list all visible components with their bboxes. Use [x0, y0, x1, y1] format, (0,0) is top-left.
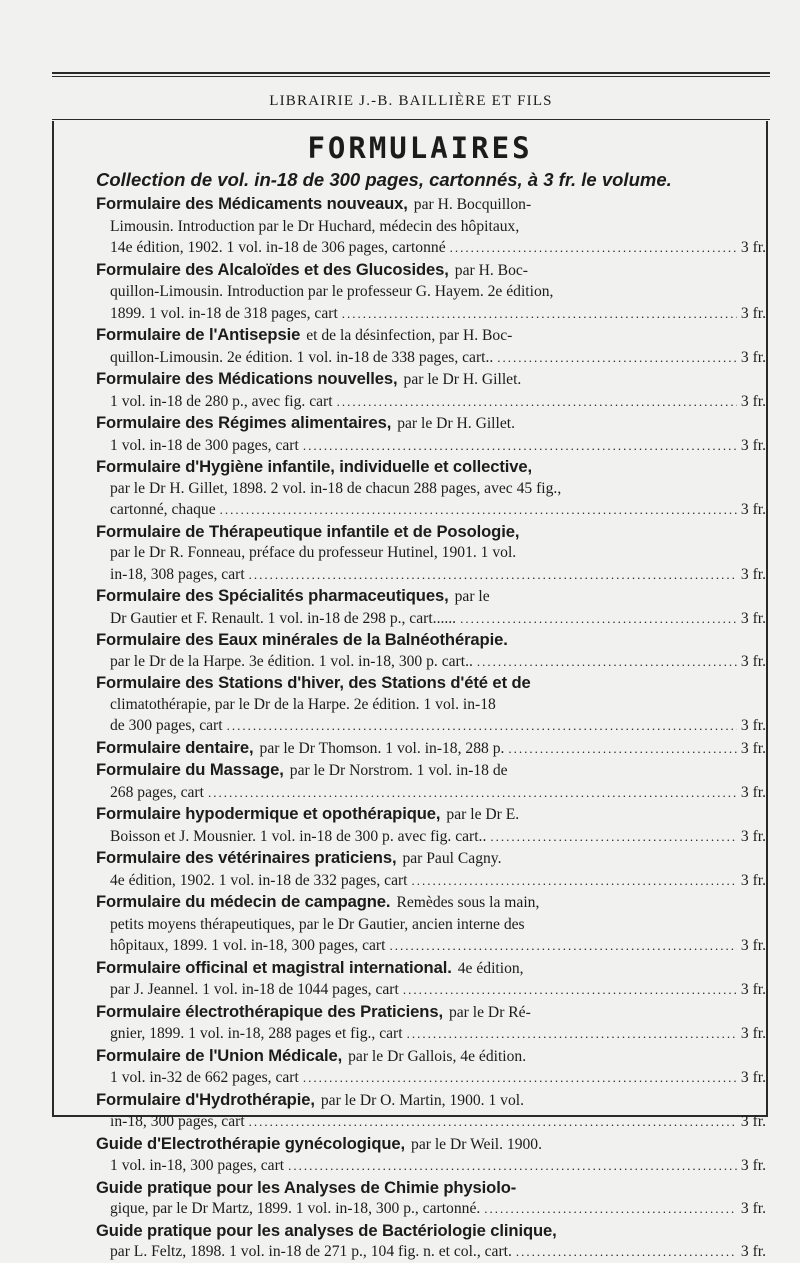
entry-price: 3 fr. [740, 392, 766, 410]
entry-line [96, 891, 766, 914]
entry-line [96, 782, 766, 804]
entry-line [96, 585, 766, 608]
dot-leader [389, 935, 736, 957]
entry-text: 4e édition, 1902. 1 vol. in-18 de 332 pages, cart [110, 871, 408, 889]
entry-price: 3 fr. [740, 739, 766, 757]
entry-heading: Formulaire dentaire, [96, 737, 254, 757]
entry-text: par le Dr Gallois, 4e édition. [348, 1047, 527, 1065]
entry-line [96, 368, 766, 391]
entry-text: Boisson et J. Mousnier. 1 vol. in-18 de 300 p. avec fig. cart.. [110, 827, 487, 845]
entry-line [96, 608, 766, 630]
catalog-entry [96, 672, 766, 737]
catalog-entry [96, 957, 766, 1001]
entry-heading: Formulaire officinal et magistral international. [96, 957, 452, 977]
entry-heading: Formulaire de Thérapeutique infantile et de Posologie, [96, 521, 520, 541]
dot-leader [450, 237, 737, 259]
entry-price: 3 fr. [740, 609, 766, 627]
dot-leader [490, 826, 737, 848]
entry-text: par J. Jeannel. 1 vol. in-18 de 1044 pages, cart [110, 981, 399, 998]
entry-text: de 300 pages, cart [110, 717, 223, 734]
entry-price: 3 fr. [740, 717, 766, 734]
entry-price: 3 fr. [740, 783, 766, 801]
entry-line [96, 216, 766, 238]
entry-line [96, 651, 766, 673]
catalog-list [96, 193, 766, 1263]
entry-heading: Formulaire d'Hygiène infantile, individuelle et collective, [96, 457, 533, 476]
dot-leader [497, 347, 737, 369]
entry-text: par le Dr O. Martin, 1900. 1 vol. [320, 1091, 524, 1109]
entry-text: par le Dr Norstrom. 1 vol. in-18 de [289, 762, 508, 779]
catalog-entry [96, 803, 766, 847]
entry-line [96, 694, 766, 716]
entry-heading: Formulaire électrothérapique des Praticiens, [96, 1001, 443, 1021]
entry-line [96, 847, 766, 870]
entry-line [96, 193, 766, 216]
entry-line [96, 435, 766, 457]
entry-text: hôpitaux, 1899. 1 vol. in-18, 300 pages, cart [110, 937, 386, 954]
entry-line [96, 826, 766, 848]
entry-text: par le Dr H. Gillet. [403, 371, 522, 388]
entry-line [96, 564, 766, 586]
entry-line [96, 259, 766, 282]
entry-text: par Paul Cagny. [402, 850, 502, 867]
catalog-entry [96, 259, 766, 325]
entry-line [96, 1045, 766, 1068]
catalog-entry [96, 412, 766, 456]
entry-line [96, 412, 766, 435]
entry-text: gique, par le Dr Martz, 1899. 1 vol. in-18, 300 p., cartonné. [110, 1200, 481, 1217]
entry-line [96, 715, 766, 737]
dot-leader [303, 1067, 737, 1089]
entry-line [96, 1155, 766, 1177]
entry-line [96, 1023, 766, 1045]
catalog-entry [96, 759, 766, 803]
entry-text: 1899. 1 vol. in-18 de 318 pages, cart [110, 304, 338, 322]
entry-line [96, 499, 766, 521]
entry-line [96, 281, 766, 303]
dot-leader [220, 499, 737, 521]
entry-heading: Formulaire des Stations d'hiver, des Stations d'été et de [96, 673, 531, 692]
entry-line [96, 1133, 766, 1156]
catalog-entry [96, 193, 766, 259]
entry-heading: Formulaire des Spécialités pharmaceutiques, [96, 586, 449, 605]
catalog-entry [96, 324, 766, 368]
entry-text: par le [454, 588, 490, 605]
entry-line [96, 935, 766, 957]
entry-heading: Guide pratique pour les Analyses de Chimie physiolo- [96, 1177, 517, 1197]
entry-text: par le Dr Ré- [448, 1003, 531, 1021]
entry-price: 3 fr. [740, 827, 766, 845]
entry-price: 3 fr. [740, 1243, 766, 1260]
entry-text: 1 vol. in-32 de 662 pages, cart [110, 1069, 299, 1086]
entry-text: quillon-Limousin. 2e édition. 1 vol. in-18 de 338 pages, cart.. [110, 348, 494, 366]
entry-line [96, 1001, 766, 1024]
dot-leader [208, 782, 737, 804]
entry-line [96, 1198, 766, 1220]
entry-heading: Formulaire des Régimes alimentaires, [96, 413, 392, 432]
entry-text: 14e édition, 1902. 1 vol. in-18 de 306 pages, cartonné [110, 239, 446, 256]
entry-line [96, 1089, 766, 1112]
entry-heading: Formulaire des Alcaloïdes et des Glucosides, [96, 259, 449, 279]
entry-text: Remèdes sous la main, [396, 894, 540, 911]
entry-text: in-18, 308 pages, cart [110, 565, 245, 583]
catalog-entry [96, 1045, 766, 1089]
entry-text: cartonné, chaque [110, 501, 216, 518]
entry-line [96, 629, 766, 651]
dot-leader [249, 564, 737, 586]
catalog-entry [96, 456, 766, 521]
entry-text: 1 vol. in-18 de 280 p., avec fig. cart [110, 392, 333, 410]
entry-text: 268 pages, cart [110, 783, 204, 801]
dot-leader [303, 435, 737, 457]
entry-price: 3 fr. [740, 348, 766, 366]
top-rule-thin [52, 76, 770, 77]
entry-price: 3 fr. [740, 981, 766, 998]
entry-text: et de la désinfection, par H. Boc- [306, 327, 513, 344]
entry-line [96, 1220, 766, 1242]
dot-leader [484, 1198, 737, 1220]
entry-heading: Formulaire d'Hydrothérapie, [96, 1089, 315, 1109]
catalog-entry [96, 1001, 766, 1045]
entry-price: 3 fr. [740, 652, 766, 670]
entry-line [96, 347, 766, 369]
entry-line [96, 521, 766, 543]
entry-line [96, 1111, 766, 1133]
entry-text: Limousin. Introduction par le Dr Huchard, médecin des hôpitaux, [110, 217, 520, 235]
entry-text: par le Dr Weil. 1900. [411, 1135, 543, 1153]
entry-price: 3 fr. [740, 239, 766, 256]
entry-text: par le Dr H. Gillet. [397, 415, 516, 432]
entry-text: par le Dr E. [446, 806, 520, 823]
entry-text: par H. Boc- [454, 261, 528, 279]
entry-text: par le Dr H. Gillet, 1898. 2 vol. in-18 de chacun 288 pages, avec 45 fig., [110, 479, 562, 497]
catalog-entry [96, 1089, 766, 1133]
entry-line [96, 737, 766, 760]
entry-text: 1 vol. in-18 de 300 pages, cart [110, 436, 299, 454]
entry-heading: Formulaire des Médications nouvelles, [96, 369, 398, 388]
entry-text: 1 vol. in-18, 300 pages, cart [110, 1157, 285, 1174]
catalog-entry [96, 629, 766, 672]
entry-text: Dr Gautier et F. Renault. 1 vol. in-18 de 298 p., cart...... [110, 609, 457, 627]
dot-leader [227, 715, 737, 737]
entry-heading: Guide pratique pour les analyses de Bactériologie clinique, [96, 1220, 557, 1240]
dot-leader [337, 391, 737, 413]
page-title: FORMULAIRES [307, 131, 533, 165]
catalog-entry [96, 891, 766, 957]
dot-leader [249, 1111, 737, 1133]
entry-text: par le Dr de la Harpe. 3e édition. 1 vol. in-18, 300 p. cart.. [110, 652, 473, 670]
entry-price: 3 fr. [740, 436, 766, 454]
dot-leader [516, 1241, 737, 1263]
entry-heading: Formulaire des vétérinaires praticiens, [96, 848, 397, 867]
entry-line [96, 1241, 766, 1263]
entry-heading: Formulaire du médecin de campagne. [96, 892, 391, 911]
catalog-entry [96, 368, 766, 412]
entry-line [96, 478, 766, 500]
entry-line [96, 1067, 766, 1089]
entry-line [96, 1177, 766, 1199]
entry-price: 3 fr. [740, 565, 766, 583]
catalog-entry [96, 737, 766, 760]
dot-leader [403, 979, 737, 1001]
entry-price: 3 fr. [740, 1025, 766, 1042]
catalog-entry [96, 585, 766, 629]
dot-leader [508, 738, 736, 760]
top-rule [52, 72, 770, 74]
entry-line [96, 303, 766, 325]
entry-heading: Guide d'Electrothérapie gynécologique, [96, 1133, 406, 1153]
entry-heading: Formulaire de l'Antisepsie [96, 325, 301, 344]
entry-heading: Formulaire hypodermique et opothérapique, [96, 804, 441, 823]
entry-line [96, 237, 766, 259]
entry-heading: Formulaire des Eaux minérales de la Balnéothérapie. [96, 630, 508, 649]
running-head: LIBRAIRIE J.-B. BAILLIÈRE ET FILS [269, 93, 553, 109]
entry-price: 3 fr. [740, 501, 766, 518]
catalog-entry [96, 521, 766, 586]
entry-line [96, 870, 766, 892]
entry-text: gnier, 1899. 1 vol. in-18, 288 pages et fig., cart [110, 1025, 403, 1042]
entry-line [96, 456, 766, 478]
catalog-entry [96, 1220, 766, 1263]
entry-price: 3 fr. [740, 1113, 766, 1130]
entry-line [96, 759, 766, 782]
dot-leader [288, 1155, 737, 1177]
header-rule [52, 119, 770, 120]
entry-price: 3 fr. [740, 1157, 766, 1174]
entry-text: par L. Feltz, 1898. 1 vol. in-18 de 271 p., 104 fig. n. et col., cart. [110, 1243, 512, 1260]
entry-line [96, 391, 766, 413]
collection-subtitle: Collection de vol. in-18 de 300 pages, cartonnés, à 3 fr. le volume. [96, 169, 672, 190]
entry-price: 3 fr. [740, 871, 766, 889]
entry-text: climatothérapie, par le Dr de la Harpe. 2e édition. 1 vol. in-18 [110, 695, 496, 713]
entry-heading: Formulaire de l'Union Médicale, [96, 1045, 343, 1065]
entry-text: in-18, 300 pages, cart [110, 1113, 245, 1130]
entry-line [96, 803, 766, 826]
entry-price: 3 fr. [740, 1069, 766, 1086]
catalog-entry [96, 847, 766, 891]
entry-text: par le Dr Thomson. 1 vol. in-18, 288 p. [259, 739, 505, 757]
dot-leader [460, 608, 737, 630]
catalog-entry [96, 1177, 766, 1220]
entry-line [96, 672, 766, 694]
entry-text: par le Dr R. Fonneau, préface du professeur Hutinel, 1901. 1 vol. [110, 544, 517, 561]
entry-price: 3 fr. [740, 937, 766, 954]
entry-price: 3 fr. [740, 304, 766, 322]
entry-heading: Formulaire du Massage, [96, 760, 284, 779]
entry-text: quillon-Limousin. Introduction par le professeur G. Hayem. 2e édition, [110, 283, 554, 300]
entry-line [96, 542, 766, 564]
dot-leader [477, 651, 737, 673]
entry-line [96, 957, 766, 980]
dot-leader [407, 1023, 737, 1045]
entry-text: par H. Bocquillon- [413, 196, 532, 213]
entry-text: 4e édition, [457, 959, 524, 977]
entry-line [96, 979, 766, 1001]
entry-line [96, 914, 766, 936]
entry-price: 3 fr. [740, 1200, 766, 1217]
entry-text: petits moyens thérapeutiques, par le Dr Gautier, ancien interne des [110, 915, 525, 933]
entry-line [96, 324, 766, 347]
dot-leader [412, 870, 737, 892]
catalog-entry [96, 1133, 766, 1177]
dot-leader [342, 303, 737, 325]
entry-heading: Formulaire des Médicaments nouveaux, [96, 194, 408, 213]
